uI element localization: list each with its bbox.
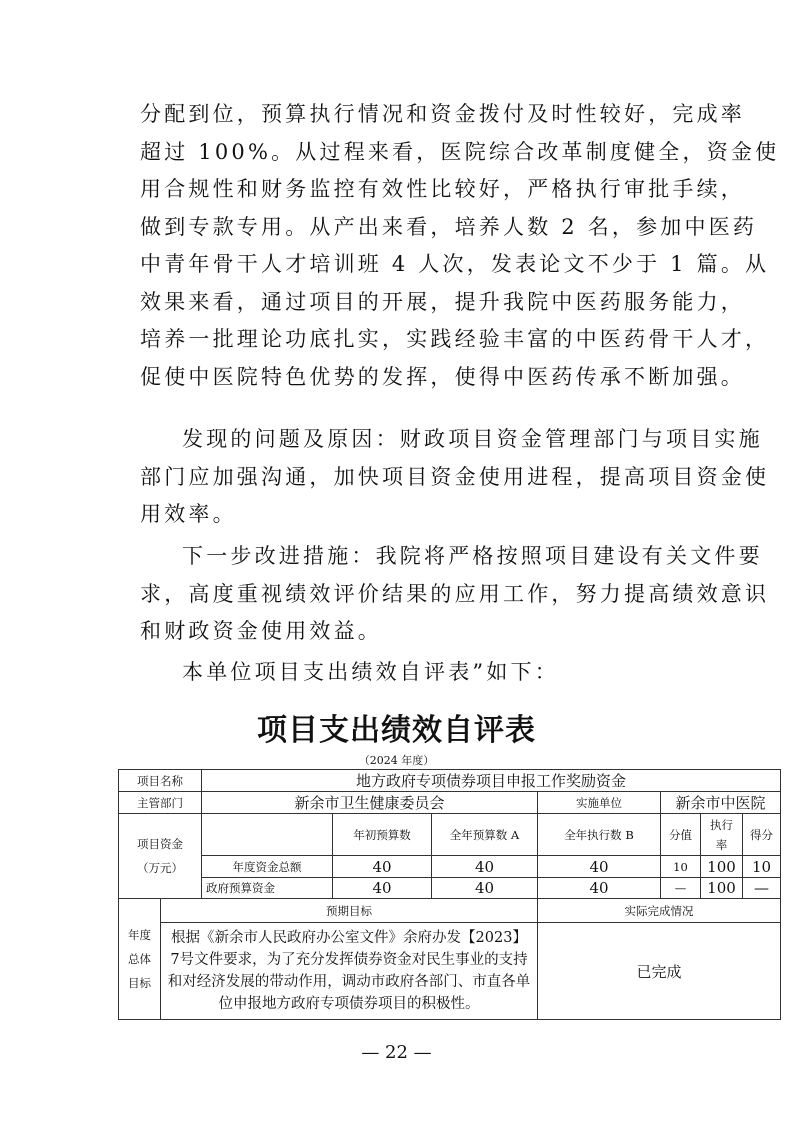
paragraph-improvements [140,538,770,651]
text-line: 促使中医院特色优势的发挥，使得中医药传承不断加强。 [140,364,745,389]
goal-label-line: 目标 [128,976,151,990]
exec-rate-cell: 100 [701,878,743,899]
annual-budget-cell: 40 [432,856,538,878]
row-goal-content [119,923,781,1020]
exec-rate-cell: 100 [701,856,743,878]
header-score-value: 分值 [661,814,701,856]
paragraph-results [140,96,780,396]
score-value-cell: — [661,878,701,899]
text-line: 效果来看，通过项目的开展，提升我院中医药服务能力， [140,289,745,314]
project-name-label: 项目名称 [119,770,202,792]
header-exec-rate [701,814,743,856]
annual-exec-cell: 40 [538,878,661,899]
expected-goal-header: 预期目标 [161,899,538,923]
row-label: 政府预算资金 [202,878,333,899]
header-initial-budget: 年初预算数 [333,814,432,856]
table-row [119,856,781,878]
page-number: — 22 — [361,1042,432,1063]
row-department [119,792,781,814]
row-project-name [119,770,781,792]
expected-goal-text: 根据《新余市人民政府办公室文件》余府办发【2023】7号文件要求，为了充分发挥债券资金对民生事业的支持和对经济发展的带动作用，调动市政府各部门、市直各单位申报地方政府专项债券项目的积极性。 [161,923,538,1020]
table-title: 项目支出绩效自评表 [257,713,536,748]
header-blank [202,814,333,856]
exec-rate-line1: 执行 [710,817,733,832]
project-name-value: 地方政府专项债券项目申报工作奖励资金 [202,770,781,792]
paragraph-problems [140,421,770,534]
header-annual-exec: 全年执行数 B [538,814,661,856]
text-line: 部门应加强沟通，加快项目资金使用进程，提高项目资金使 [140,464,770,489]
impl-unit-label: 实施单位 [538,792,661,814]
initial-budget-cell: 40 [333,856,432,878]
text-line: 发现的问题及原因：财政项目资金管理部门与项目实施 [182,427,763,451]
paragraph-intro [140,654,680,692]
actual-text: 已完成 [538,923,781,1020]
text-line: 分配到位，预算执行情况和资金拨付及时性较好，完成率 [140,102,745,126]
performance-table [118,769,781,1020]
initial-budget-cell: 40 [333,878,432,899]
annual-exec-cell: 40 [538,856,661,878]
text-line: 中青年骨干人才培训班 4 人次，发表论文不少于 1 篇。从 [140,252,770,276]
funds-label [119,814,202,899]
dept-label: 主管部门 [119,792,202,814]
row-label: 年度资金总额 [202,856,333,878]
impl-unit-value: 新余市中医院 [661,792,781,814]
goal-label-line: 年度 [128,928,151,942]
goal-label [119,899,161,1020]
text-line: 本单位项目支出绩效自评表”如下： [182,660,559,684]
table-year-note: （2024 年度） [358,754,435,767]
text-line: 做到专款专用。从产出来看，培养人数 2 名，参加中医药 [140,214,758,239]
row-funds-header [119,814,781,856]
score-cell: 10 [743,856,781,878]
score-value-cell: 10 [661,856,701,878]
actual-header: 实际完成情况 [538,899,781,923]
exec-rate-line2: 率 [715,837,728,852]
text-line: 用合规性和财务监控有效性比较好，严格执行审批手续， [140,177,745,201]
text-line: 求，高度重视绩效评价结果的应用工作，努力提高绩效意识 [140,581,770,606]
funds-label-line2: （万元） [137,861,183,875]
text-line: 下一步改进措施：我院将严格按照项目建设有关文件要 [182,544,763,568]
annual-budget-cell: 40 [432,878,538,899]
row-goal-header [119,899,781,923]
text-line: 培养一批理论功底扎实，实践经验丰富的中医药骨干人才， [140,327,770,351]
header-score: 得分 [743,814,781,856]
score-cell: — [743,878,781,899]
table-row [119,878,781,899]
text-line: 超过 100%。从过程来看，医院综合改革制度健全，资金使 [140,139,780,164]
goal-label-line: 总体 [128,952,151,966]
text-line: 用效率。 [140,502,237,526]
header-annual-budget: 全年预算数 A [432,814,538,856]
funds-label-line1: 项目资金 [137,837,183,851]
text-line: 和财政资金使用效益。 [140,619,382,643]
dept-value: 新余市卫生健康委员会 [202,792,538,814]
